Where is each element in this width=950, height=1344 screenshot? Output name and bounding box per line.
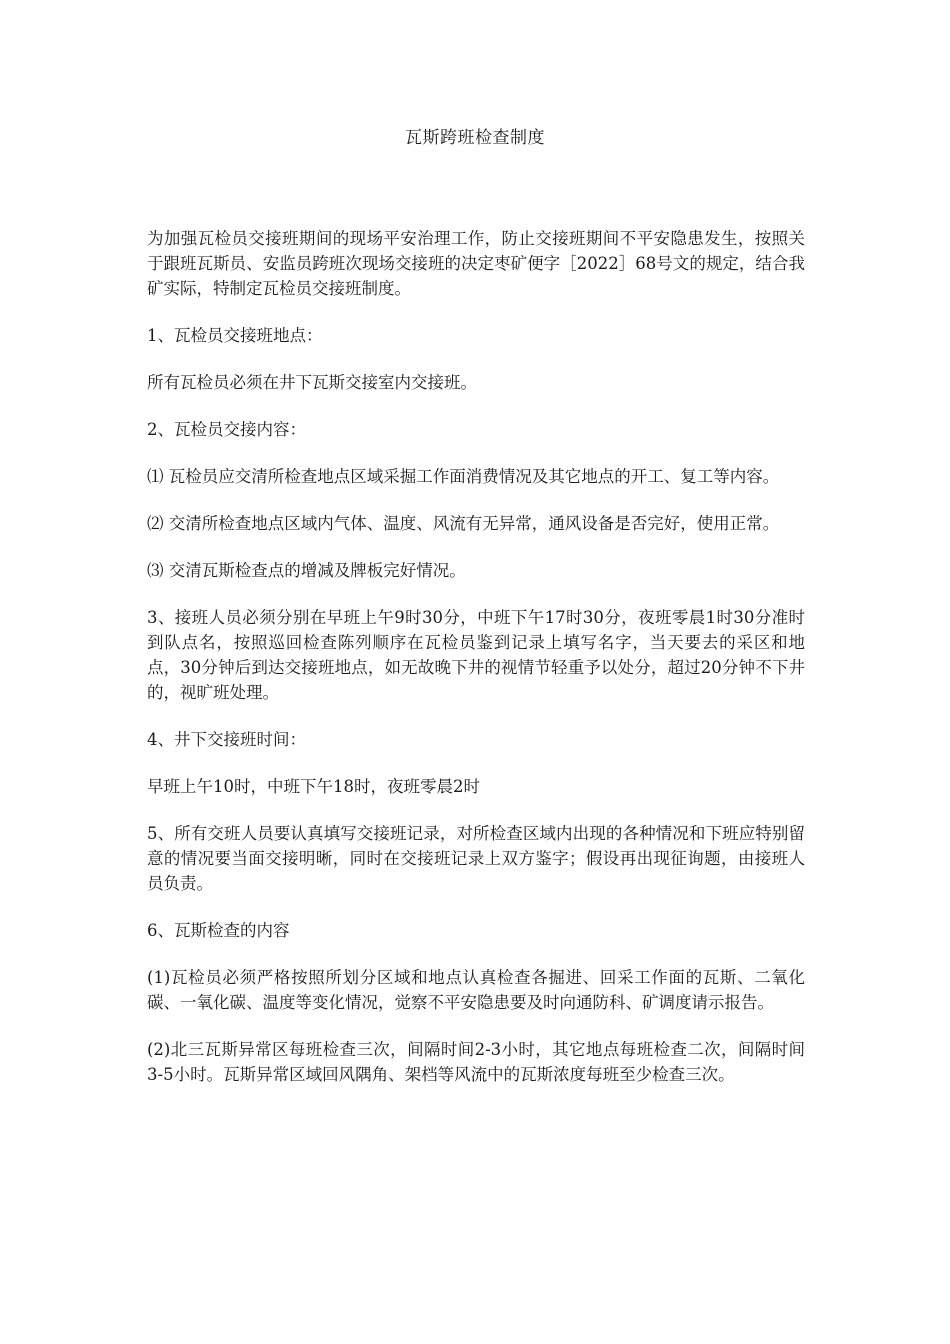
numbered-item-2: (2)北三瓦斯异常区每班检查三次，间隔时间2-3小时，其它地点每班检查二次，间隔时间3-5小时。瓦斯异常区域回风隅角、架档等风流中的瓦斯浓度每班至少检查三次。 — [147, 1040, 805, 1084]
document-body — [147, 226, 805, 1109]
document-title: 瓦斯跨班检查制度 — [405, 128, 545, 148]
section-heading-2: 2、瓦检员交接内容： — [147, 420, 306, 439]
section-paragraph-3: 3、接班人员必须分别在早班上午9时30分，中班下午17时30分，夜班零晨1时30分准时到队点名，按照巡回检查陈列顺序在瓦检员鉴到记录上填写名字，当天要去的采区和地点，30分钟后到达交接班地点，如无故晚下井的视情节轻重予以处分，超过20分钟不下井的，视旷班处理。 — [147, 608, 805, 702]
paragraph-shift-times: 早班上午10时，中班下午18时，夜班零晨2时 — [147, 777, 480, 796]
list-item-1: ⑴ 瓦检员应交清所检查地点区域采掘工作面消费情况及其它地点的开工、复工等内容。 — [147, 467, 780, 486]
paragraph-intro: 为加强瓦检员交接班期间的现场平安治理工作，防止交接班期间不平安隐患发生，按照关于跟班瓦斯员、安监员跨班次现场交接班的决定枣矿便字［2022］68号文的规定，结合我矿实际，特制定瓦检员交接班制度。 — [147, 229, 805, 298]
list-item-2: ⑵ 交清所检查地点区域内气体、温度、风流有无异常，通风设备是否完好，使用正常。 — [147, 514, 780, 533]
paragraph-location: 所有瓦检员必须在井下瓦斯交接室内交接班。 — [147, 373, 477, 392]
section-paragraph-5: 5、所有交班人员要认真填写交接班记录，对所检查区域内出现的各种情况和下班应特别留意的情况要当面交接明晰，同时在交接班记录上双方鉴字；假设再出现征询题，由接班人员负责。 — [147, 824, 805, 893]
list-item-3: ⑶ 交清瓦斯检查点的增减及牌板完好情况。 — [147, 561, 466, 580]
numbered-item-1: (1)瓦检员必须严格按照所划分区域和地点认真检查各掘进、回采工作面的瓦斯、二氧化碳、一氧化碳、温度等变化情况，觉察不平安隐患要及时向通防科、矿调度请示报告。 — [147, 968, 805, 1012]
section-heading-4: 4、井下交接班时间： — [147, 730, 306, 749]
section-heading-6: 6、瓦斯检查的内容 — [147, 921, 290, 940]
section-heading-1: 1、瓦检员交接班地点： — [147, 326, 323, 345]
